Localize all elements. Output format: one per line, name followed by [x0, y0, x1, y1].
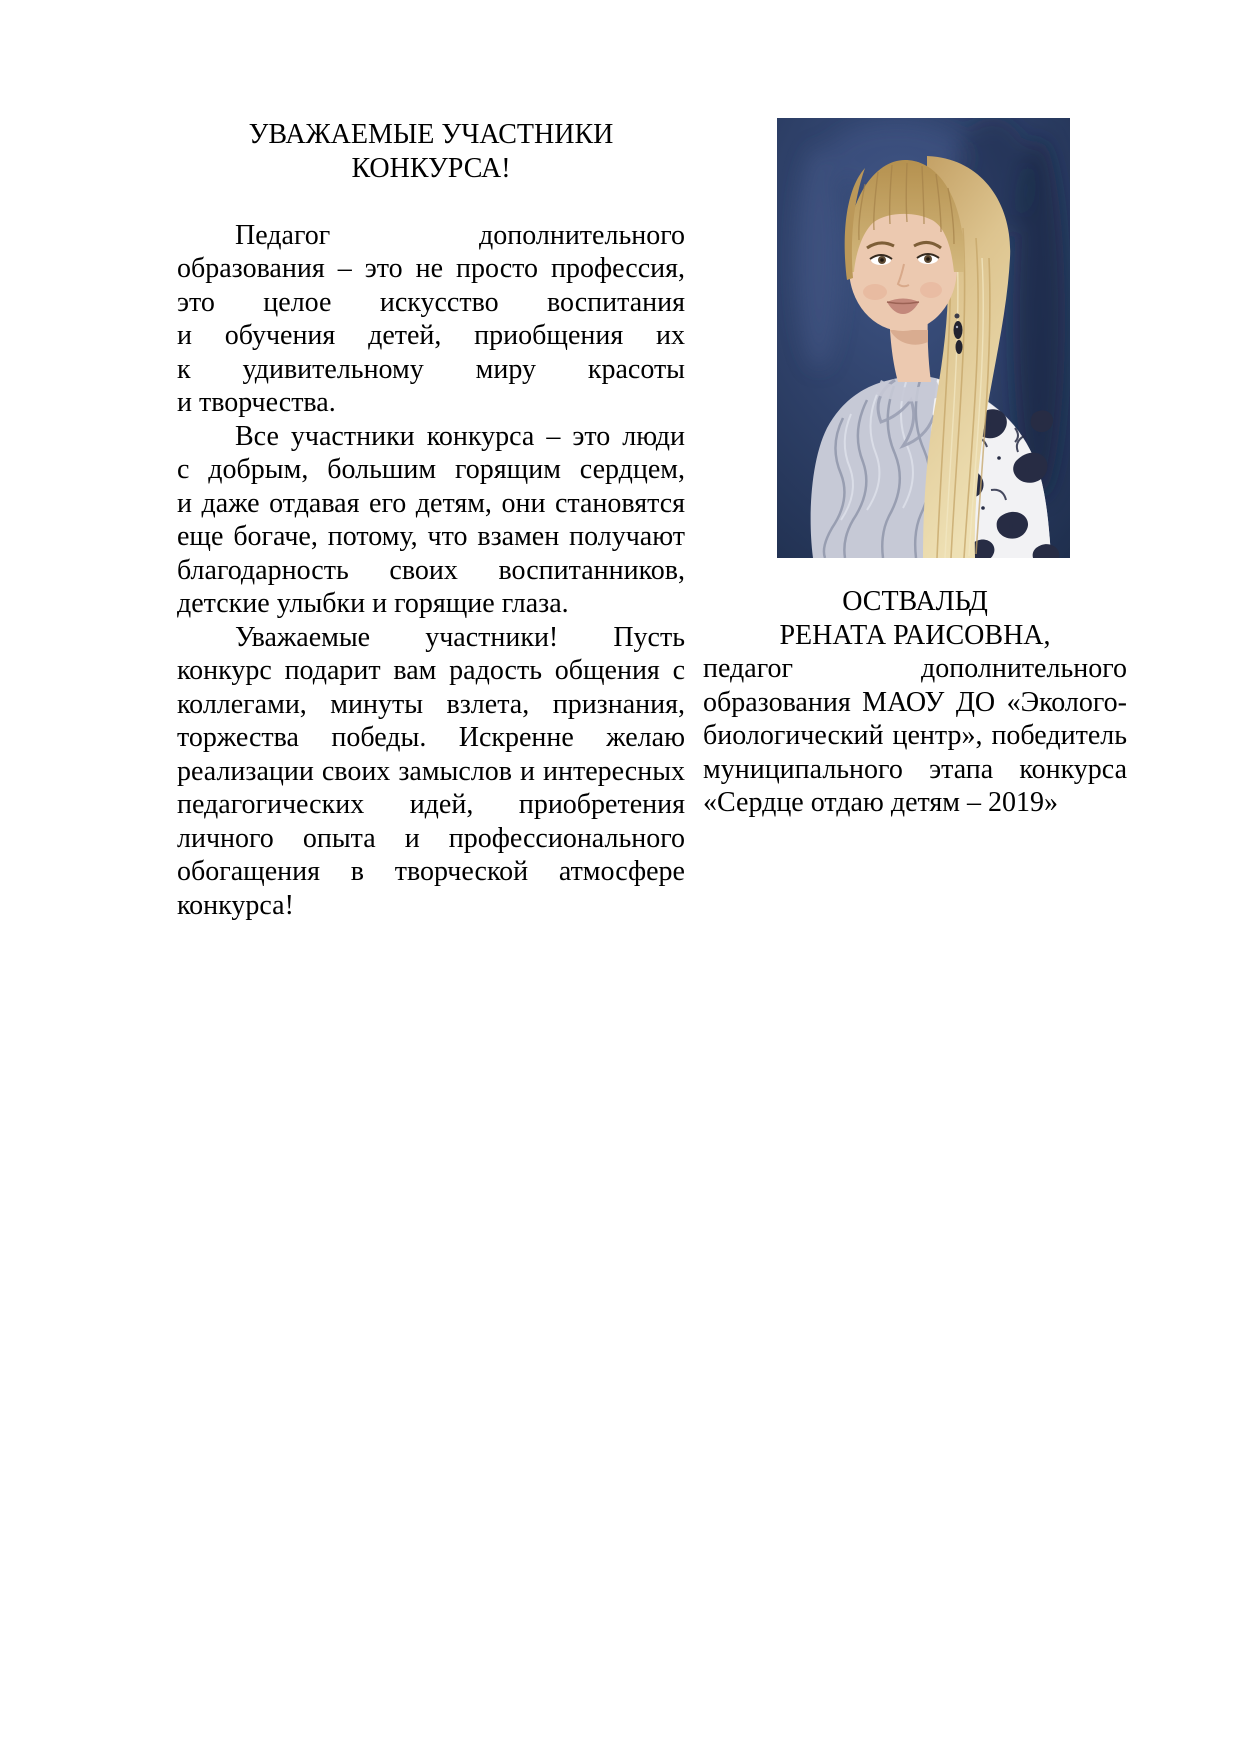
person-surname: ОСТВАЛЬД	[842, 586, 988, 617]
blank-line	[177, 185, 685, 219]
portrait-photo-image	[777, 118, 1070, 558]
left-column	[177, 118, 685, 922]
paragraph-2: Все участники конкурса – это люди с добрым, большим горящим сердцем, и даже отдавая его детям, они становятся еще богаче, потому, что взамен получают благодарность своих воспитанников, детские улыбки и горящие глаза.	[177, 420, 685, 619]
portrait-photo	[777, 118, 1070, 558]
paragraph-3: Уважаемые участники! Пусть конкурс подарит вам радость общения с коллегами, минуты взлета, признания, торжества победы. Искренне желаю реализации своих замыслов и интересных педагогических идей, приобретения личного опыта и профессионального обогащения в творческой атмосфере конкурса!	[177, 621, 685, 921]
paragraph-1: Педагог дополнительного образования – это не просто профессия, это целое искусство воспитания и обучения детей, приобщения их к удивительному миру красоты и творчества.	[177, 219, 685, 418]
person-description: педагог дополнительного образования МАОУ ДО «Эколого-биологический центр», победитель муниципального этапа конкурса «Сердце отдаю детям – 2019»	[703, 653, 1127, 818]
page-title: УВАЖАЕМЫЕ УЧАСТНИКИ КОНКУРСА!	[248, 119, 614, 184]
person-name	[703, 585, 1127, 652]
person-given-names: РЕНАТА РАИСОВНА,	[779, 619, 1051, 651]
right-column	[703, 118, 1127, 820]
